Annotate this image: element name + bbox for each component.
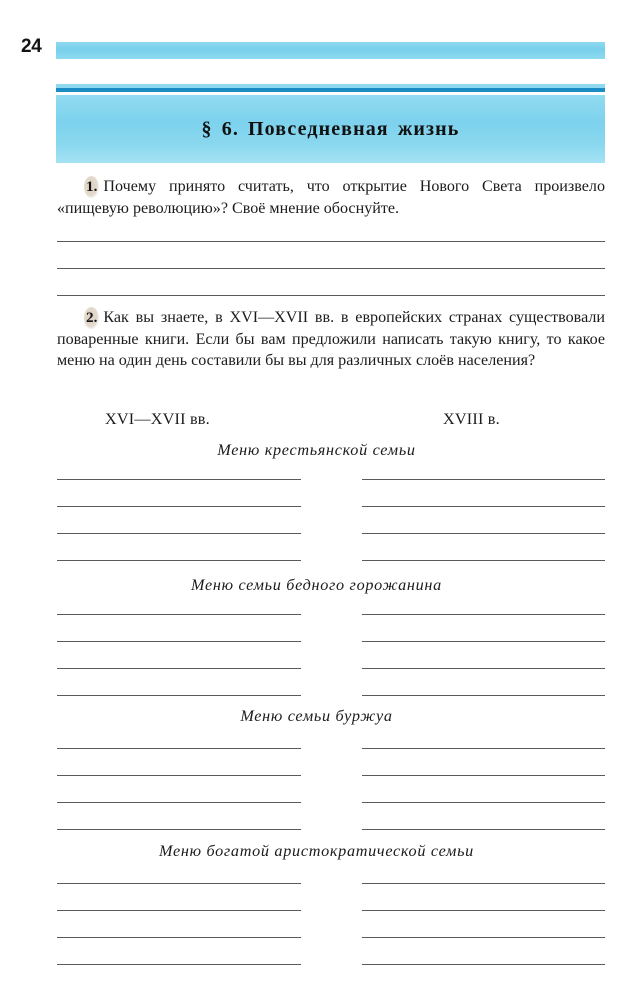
answer-line-section1-left-3[interactable] (57, 533, 301, 534)
question-2 (57, 307, 605, 372)
answer-line-section3-right-2[interactable] (362, 775, 605, 776)
answer-line-section4-right-1[interactable] (362, 883, 605, 884)
answer-line-section2-right-2[interactable] (362, 641, 605, 642)
answer-line-section4-left-4[interactable] (57, 964, 301, 965)
answer-line-section2-left-4[interactable] (57, 695, 301, 696)
answer-line-section2-left-1[interactable] (57, 614, 301, 615)
answer-line-section2-left-2[interactable] (57, 641, 301, 642)
answer-line-section2-right-4[interactable] (362, 695, 605, 696)
answer-line-section2-right-3[interactable] (362, 668, 605, 669)
answer-line-section2-left-3[interactable] (57, 668, 301, 669)
section-title-banner (56, 95, 605, 163)
answer-line-q1-3[interactable] (57, 295, 605, 296)
section-label-bourgeois-menu: Меню семьи буржуа (240, 707, 393, 725)
answer-line-section4-left-3[interactable] (57, 937, 301, 938)
answer-line-section1-left-2[interactable] (57, 506, 301, 507)
answer-line-section3-right-1[interactable] (362, 748, 605, 749)
answer-line-section4-left-1[interactable] (57, 883, 301, 884)
section-label-poor-townsman-menu: Меню семьи бедного горожанина (191, 576, 442, 594)
question-2-number-badge: 2. (84, 307, 99, 329)
answer-line-section4-right-4[interactable] (362, 964, 605, 965)
page-number: 24 (21, 36, 42, 57)
answer-line-q1-1[interactable] (57, 241, 605, 242)
section-label-peasant-menu: Меню крестьянской семьи (217, 441, 416, 459)
question-1-text: Почему принято считать, что открытие Нового Света произвело «пищевую революцию»? Своё мнение обоснуйте. (57, 178, 605, 217)
answer-line-section1-right-1[interactable] (362, 479, 605, 480)
header-accent-bar (56, 42, 605, 59)
question-1-number-badge: 1. (84, 176, 99, 198)
answer-line-section4-left-2[interactable] (57, 910, 301, 911)
answer-line-section3-left-2[interactable] (57, 775, 301, 776)
answer-line-section2-right-1[interactable] (362, 614, 605, 615)
column-header-right: XVIII в. (443, 410, 500, 428)
answer-line-section1-right-4[interactable] (362, 560, 605, 561)
answer-line-section3-left-4[interactable] (57, 829, 301, 830)
question-1 (57, 176, 605, 219)
header-divider-line (56, 88, 605, 92)
answer-line-section3-left-1[interactable] (57, 748, 301, 749)
question-2-text: Как вы знаете, в XVI—XVII вв. в европейских странах существовали поваренные книги. Если бы вам предложили написать такую книгу, то какое меню на один день составили бы вы для различных слоёв населения? (57, 309, 605, 369)
answer-line-section3-right-3[interactable] (362, 802, 605, 803)
section-title: § 6. Повседневная жизнь (201, 117, 460, 140)
answer-line-section4-right-3[interactable] (362, 937, 605, 938)
answer-line-section1-right-2[interactable] (362, 506, 605, 507)
answer-line-section1-right-3[interactable] (362, 533, 605, 534)
answer-line-section1-left-4[interactable] (57, 560, 301, 561)
answer-line-section4-right-2[interactable] (362, 910, 605, 911)
answer-line-section3-left-3[interactable] (57, 802, 301, 803)
answer-line-q1-2[interactable] (57, 268, 605, 269)
answer-line-section1-left-1[interactable] (57, 479, 301, 480)
column-header-left: XVI—XVII вв. (105, 410, 210, 428)
answer-line-section3-right-4[interactable] (362, 829, 605, 830)
section-label-aristocratic-menu: Меню богатой аристократической семьи (159, 842, 474, 860)
